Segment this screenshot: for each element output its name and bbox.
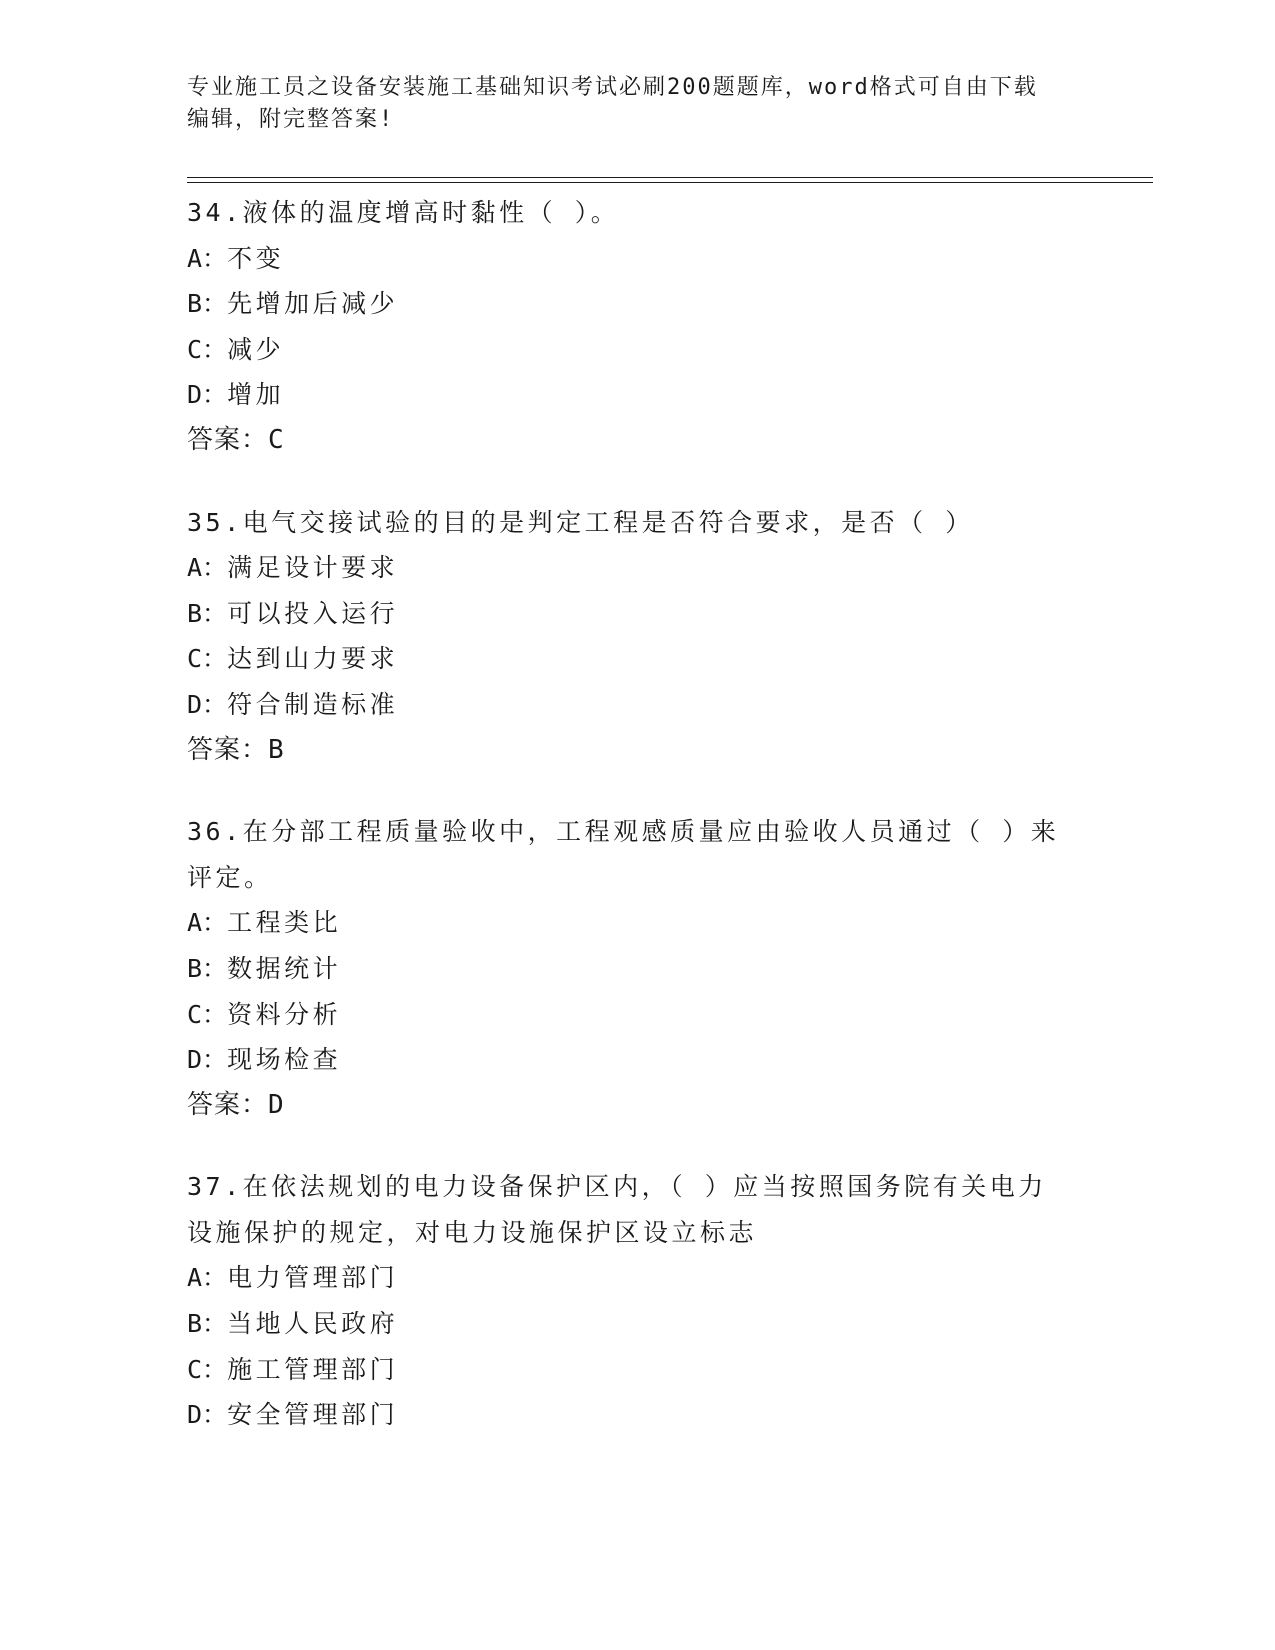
option-letter: B： xyxy=(187,289,228,319)
header-divider-bottom xyxy=(187,182,1153,183)
option-text: 施工管理部门 xyxy=(227,1354,399,1384)
option-letter: D： xyxy=(187,380,228,410)
option-text: 安全管理部门 xyxy=(227,1400,399,1430)
option-d xyxy=(187,1392,1067,1438)
option-text: 达到山力要求 xyxy=(227,644,399,674)
answer-line: 答案：D xyxy=(187,1089,285,1120)
question-37 xyxy=(187,1164,1067,1438)
option-letter: C： xyxy=(187,999,228,1029)
option-text: 符合制造标准 xyxy=(227,689,399,719)
option-c xyxy=(187,327,1067,373)
option-text: 可以投入运行 xyxy=(227,598,399,628)
option-letter: D： xyxy=(187,689,228,719)
option-d xyxy=(187,682,1067,728)
option-letter: B： xyxy=(187,598,228,628)
question-36 xyxy=(187,809,1067,1128)
option-text: 不变 xyxy=(227,243,285,273)
question-list xyxy=(187,190,1067,1474)
option-a xyxy=(187,545,1067,591)
option-letter: D： xyxy=(187,1045,228,1075)
option-c xyxy=(187,636,1067,682)
option-b xyxy=(187,1301,1067,1347)
option-text: 现场检查 xyxy=(227,1045,342,1075)
option-letter: A： xyxy=(187,243,228,273)
option-letter: A： xyxy=(187,1263,228,1293)
option-b xyxy=(187,591,1067,637)
document-header xyxy=(187,72,1067,136)
option-letter: C： xyxy=(187,1354,228,1384)
option-letter: B： xyxy=(187,953,228,983)
option-a xyxy=(187,1255,1067,1301)
option-letter: A： xyxy=(187,553,228,583)
option-c xyxy=(187,992,1067,1038)
question-stem-line-2: 设施保护的规定，对电力设施保护区设立标志 xyxy=(187,1217,758,1247)
option-d xyxy=(187,372,1067,418)
question-35 xyxy=(187,500,1067,774)
question-34 xyxy=(187,190,1067,464)
option-d xyxy=(187,1037,1067,1083)
option-letter: D： xyxy=(187,1400,228,1430)
header-title-line-1: 专业施工员之设备安装施工基础知识考试必刷200题题库，word格式可自由下载 xyxy=(187,75,1038,100)
header-title-line-2: 编辑，附完整答案! xyxy=(187,107,395,132)
question-stem-line-1: 37.在依法规划的电力设备保护区内，（ ）应当按照国务院有关电力 xyxy=(187,1172,1047,1202)
option-text: 先增加后减少 xyxy=(227,289,399,319)
option-a xyxy=(187,236,1067,282)
option-b xyxy=(187,946,1067,992)
header-divider-top xyxy=(187,177,1153,178)
option-letter: C： xyxy=(187,644,228,674)
option-text: 电力管理部门 xyxy=(227,1263,399,1293)
option-text: 工程类比 xyxy=(227,908,342,938)
option-letter: C： xyxy=(187,334,228,364)
answer-line: 答案：C xyxy=(187,424,285,455)
option-text: 增加 xyxy=(227,380,285,410)
option-text: 数据统计 xyxy=(227,953,342,983)
question-stem-line-1: 36.在分部工程质量验收中，工程观感质量应由验收人员通过（ ）来 xyxy=(187,817,1060,847)
option-text: 资料分析 xyxy=(227,999,342,1029)
option-letter: A： xyxy=(187,908,228,938)
option-c xyxy=(187,1347,1067,1393)
question-stem: 35.电气交接试验的目的是判定工程是否符合要求，是否（ ） xyxy=(187,507,974,537)
option-b xyxy=(187,281,1067,327)
option-text: 减少 xyxy=(227,334,285,364)
option-text: 满足设计要求 xyxy=(227,553,399,583)
answer-line: 答案：B xyxy=(187,734,285,765)
option-text: 当地人民政府 xyxy=(227,1309,399,1339)
option-letter: B： xyxy=(187,1309,228,1339)
question-stem: 34.液体的温度增高时黏性（ ）。 xyxy=(187,198,620,227)
question-stem-line-2: 评定。 xyxy=(187,862,273,892)
option-a xyxy=(187,900,1067,946)
